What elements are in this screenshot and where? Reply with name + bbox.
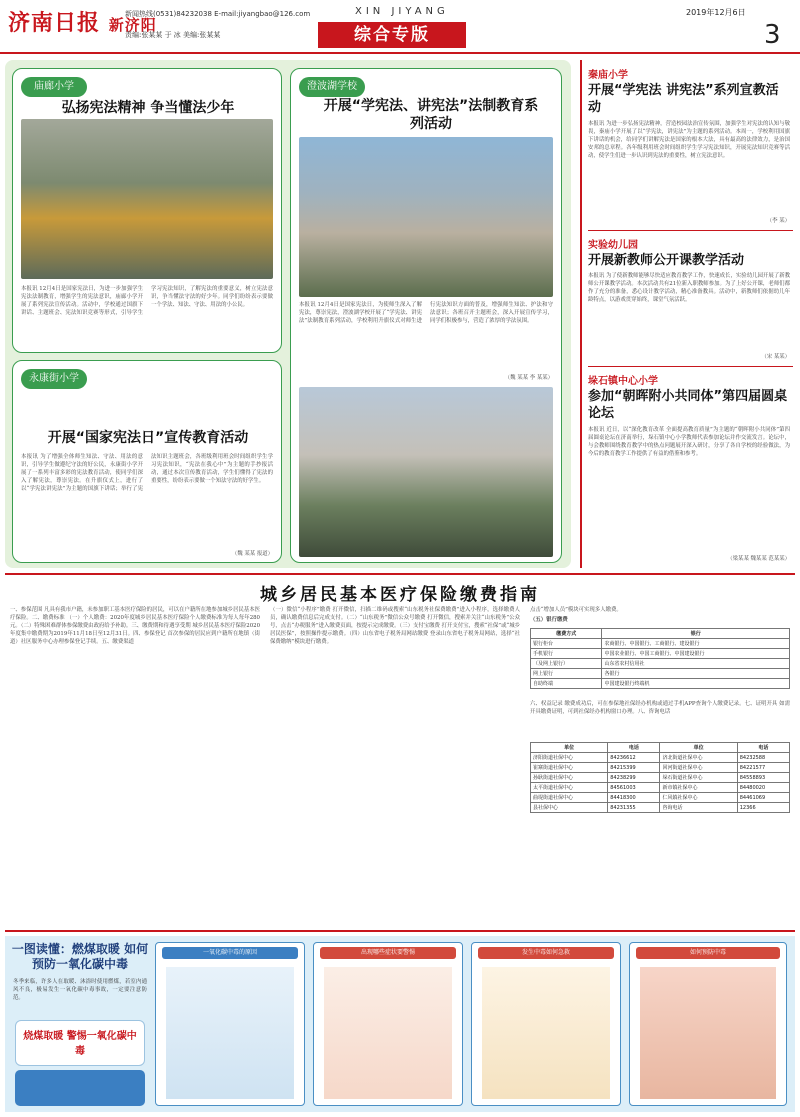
table-cell: 银行 xyxy=(602,629,790,639)
article-headline: 开展“国家宪法日”宣传教育活动 xyxy=(47,430,249,446)
article-body: 本报讯 为进一步弘扬宪法精神，营造校园法治宣传氛围，加强学生对宪法的认知与敬畏，秦庙小学开展了以“学宪法，讲宪法”为主题的系列活动。本周一，学校利用国旗下讲话的机会，给同学们讲解宪法是国家的根本大法，具有最高的法律效力，是治国安邦的总章程。各年级利用班会时间组织学生学习宪法知识，开展宪法知识竞赛等活动，使学生们进一步认识到宪法的重要性，树立宪法意识。 xyxy=(588,121,790,159)
table-cell: 电话 xyxy=(608,743,660,753)
article-headline: 开展“学宪法 讲宪法”系列宣教活动 xyxy=(588,83,779,115)
article-shiyan-kindergarten xyxy=(588,236,793,362)
table-cell: 84221577 xyxy=(737,763,789,773)
page-number: 3 xyxy=(764,20,781,50)
article-headline: 开展“学宪法、讲宪法”法制教育系列活动 xyxy=(323,98,539,132)
table-cell: 84561003 xyxy=(608,783,660,793)
divider xyxy=(588,230,793,231)
school-tag: 秦庙小学 xyxy=(588,70,628,81)
table-row xyxy=(531,783,790,793)
article-chengbohu xyxy=(290,68,562,563)
bank-table xyxy=(530,628,790,689)
panel-illustration xyxy=(166,967,294,1099)
editors: 责编:张某某 于 冰 美编:张某某 xyxy=(125,31,221,39)
table-cell: 12366 xyxy=(737,803,789,813)
article-duoshi xyxy=(588,372,793,566)
table-row xyxy=(531,679,790,689)
stage-photo xyxy=(299,387,553,557)
table-cell: 84461069 xyxy=(737,793,789,803)
logo-text: 济南日报 xyxy=(8,10,101,36)
table-cell: 84232588 xyxy=(737,753,789,763)
guide-section-6: 六、权益记录 缴费成功后，可在参保地社保经办机构或通过手机APP查询个人缴费记录。七、证明开具 如需开具缴费证明，可到社保经办机构窗口办理。八、咨询电话 xyxy=(530,701,790,715)
table-cell: 单位 xyxy=(531,743,608,753)
table-cell: 网上银行 xyxy=(531,669,602,679)
table-cell: 山东省农村信用社 xyxy=(602,659,790,669)
infographic-intro: 冬季来临，许多人在取暖、沐浴时使用燃煤，若室内通风不良，极易发生一氧化碳中毒事故，一定要注意防范。 xyxy=(13,979,147,1001)
table-cell: 曲堤街道社保中心 xyxy=(531,793,608,803)
table-cell: 单位 xyxy=(660,743,737,753)
divider xyxy=(588,366,793,367)
article-qinmiao xyxy=(588,64,793,226)
infographic xyxy=(5,936,795,1112)
article-body: 本报讯 近日，以“深化教育改革 全面提高教育质量”为主题的“朝晖附小共同体”第四届圆桌论坛在济南举行，垛石镇中心小学教师代表参加论坛并作交流发言。论坛中，与会教师围绕教育教学中的热点问题展开深入研讨，分享了各自学校的经验做法，为今后的教育教学工作提供了有益的借鉴和参考。 xyxy=(588,427,790,457)
masthead xyxy=(0,0,800,58)
guide-column-2: （一）微信“小程序”缴费 打开微信，扫描二维码或搜索“山东税务社保费缴费”进入小程序，选择缴费人员，确认缴费信息后完成支付。（二）“山东税务”微信公众号缴费 打开微信，搜索并关注“山东税务”公众号，点击“办税服务”进入缴费页面，按提示完成缴费。（三）支付宝缴费 打开支付宝，搜索“社保”或“城乡居民医保”，按照操作提示缴费。（四）山东省电子税务局网站缴费 登录山东省电子税务局网站，选择“社保费缴纳”模块进行缴费。 xyxy=(270,607,520,645)
statue-photo xyxy=(299,137,553,297)
school-tag: 永康街小学 xyxy=(21,369,87,389)
table-cell: 中国建设银行终端机 xyxy=(602,679,790,689)
table-cell: 84558893 xyxy=(737,773,789,783)
panel-title: 如何预防中毒 xyxy=(636,947,780,959)
date: 2019年12月6日 xyxy=(686,8,746,17)
table-cell: 咨询电话 xyxy=(660,803,737,813)
article-body: 本报讯 12月4日是国家宪法日，为使师生深入了解宪法，尊崇宪法，澄波湖学校开展了“学宪法、讲宪法”法制教育系列活动，学校利用升旗仪式对师生进行宪法知识方面的普及，增强师生知法、护法和守法意识；各班召开主题班会，深入开展宣传学习，同学们积极参与，营造了浓厚的学法氛围。 xyxy=(299,302,553,324)
byline: （魏 某某 报道） xyxy=(231,551,273,557)
article-headline: 开展新教师公开课教学活动 xyxy=(588,253,745,268)
table-cell: 各银行 xyxy=(602,669,790,679)
table-cell: 济阳街道社保中心 xyxy=(531,753,608,763)
bank-title: （五）银行缴费 xyxy=(530,617,568,623)
table-cell: 银行柜台 xyxy=(531,639,602,649)
table-cell: 电话 xyxy=(737,743,789,753)
table-cell: 回河街道社保中心 xyxy=(660,763,737,773)
panel-title: 发生中毒如何急救 xyxy=(478,947,614,959)
table-cell: 84231355 xyxy=(608,803,660,813)
table-cell: 仁风镇社保中心 xyxy=(660,793,737,803)
table-cell: 84418300 xyxy=(608,793,660,803)
table-row xyxy=(531,659,790,669)
panel-illustration xyxy=(640,967,776,1099)
logo-sub: 新济阳 xyxy=(108,16,157,34)
guide-rule xyxy=(5,573,795,575)
table-cell: 县社保中心 xyxy=(531,803,608,813)
guide-column-3-intro: 点击“增加人员”模块可实现多人缴费。 xyxy=(530,607,622,613)
info-rule xyxy=(5,930,795,932)
pinyin: XIN JIYANG xyxy=(355,6,449,17)
school-tag: 澄波湖学校 xyxy=(299,77,365,97)
hotline: 新闻热线(0531)84232038 E-mail:jiyangbao@126.com xyxy=(125,10,311,18)
table-cell: 垛石街道社保中心 xyxy=(660,773,737,783)
panel-prevention xyxy=(629,942,787,1106)
table-row xyxy=(531,669,790,679)
byline: （宋 某某） xyxy=(761,354,790,360)
table-cell: 84480020 xyxy=(737,783,789,793)
article-body: 本报讯 为了使新教师能够尽快适应教育教学工作，快速成长，实验幼儿园开展了新教师公开课教学活动。本次活动共有21位新入职教师参加。为了上好公开课，老师们都作了充分的准备，悉心设计教学活动，精心准备教具。活动中，新教师们依据幼儿年龄特点，以游戏贯穿始终，课堂气氛活跃。 xyxy=(588,273,790,303)
phone-table xyxy=(530,742,790,813)
table-cell: 新市镇社保中心 xyxy=(660,783,737,793)
table-cell: 自助终端 xyxy=(531,679,602,689)
article-body: 本报讯 为了增强全体师生知法、守法、用法的意识，引导学生做遵纪守法的好公民，永康街小学开展了一系列丰富多彩的宪法教育活动，使同学们深入了解宪法，尊崇宪法。在升旗仪式上，进行了以“学宪法讲宪法”为主题的国旗下讲话；举行了宪法知识主题班会，各班级利用班会时间组织学生学习宪法知识，“宪法在我心中”为主题的手抄报活动，通过本次宣传教育活动，学生们懂得了宪法的重要性，纷纷表示要做一个知法守法的好学生。 xyxy=(21,454,273,492)
table-cell: 中国农业银行、中国工商银行、中国建设银行 xyxy=(602,649,790,659)
table-row xyxy=(531,763,790,773)
school-tag: 垛石镇中心小学 xyxy=(588,376,658,387)
table-row xyxy=(531,793,790,803)
table-row xyxy=(531,753,790,763)
masthead-rule xyxy=(0,52,800,54)
panel-title: 一氧化碳中毒的原因 xyxy=(162,947,298,959)
panel-symptoms xyxy=(313,942,463,1106)
mascot-sign xyxy=(15,1020,145,1066)
right-column-rule xyxy=(580,60,582,568)
article-yongkangjie xyxy=(12,360,282,563)
table-cell: （及网上银行） xyxy=(531,659,602,669)
mascot-text: 烧煤取暖 警惕一氧化碳中毒 xyxy=(23,1031,137,1057)
table-cell: 84238299 xyxy=(608,773,660,783)
school-tag: 实验幼儿园 xyxy=(588,240,638,251)
table-row xyxy=(531,639,790,649)
article-headline: 弘扬宪法精神 争当懂法少年 xyxy=(61,100,235,116)
table-cell: 缴费方式 xyxy=(531,629,602,639)
panel-cause xyxy=(155,942,305,1106)
table-cell: 济北街道社保中心 xyxy=(660,753,737,763)
panel-illustration xyxy=(482,967,610,1099)
article-photo xyxy=(21,119,273,279)
table-cell: 太平街道社保中心 xyxy=(531,783,608,793)
guide-column-1: 一、参保范围 凡具有我市户籍，未参加职工基本医疗保险的居民，可以在户籍所在地参加城乡居民基本医疗保险。二、缴费标准 （一）个人缴费：2020年度城乡居民基本医疗保险个人缴费标准为每人每年280元。（二）特殊困难群体参保缴费由政府给予补助。三、缴费期和待遇享受期 城乡居民基本医疗保险2020年度集中缴费期为2019年11月18日至12月31日。四、参保登记 首次参保的居民应到户籍所在地镇（街道）社区服务中心办理参保登记手续。五、缴费渠道 xyxy=(10,607,260,645)
table-cell: 崔寨街道社保中心 xyxy=(531,763,608,773)
byline: （魏 某某 李 某某） xyxy=(504,375,553,381)
guide-title: 城乡居民基本医疗保险缴费指南 xyxy=(260,585,540,605)
table-cell: 手机银行 xyxy=(531,649,602,659)
infographic-title: 一图读懂：燃煤取暖 如何预防一氧化碳中毒 xyxy=(11,942,149,971)
article-headline: 参加“朝晖附小共同体”第四届圆桌论坛 xyxy=(588,389,788,421)
table-cell: 84236612 xyxy=(608,753,660,763)
table-cell: 农商银行、中国银行、工商银行、建设银行 xyxy=(602,639,790,649)
panel-title: 出现哪些症状要警惕 xyxy=(320,947,456,959)
byline: （梁某某 魏某某 范某某） xyxy=(727,556,790,562)
table-row xyxy=(531,649,790,659)
byline: （李 某） xyxy=(766,218,790,224)
school-tag: 庙廊小学 xyxy=(21,77,87,97)
table-cell: 84215399 xyxy=(608,763,660,773)
table-row xyxy=(531,803,790,813)
article-body: 本报讯 12月4日是国家宪法日，为进一步加强学生宪法法制教育，增强学生的宪法意识，庙廊小学开展了系列宪法宣传活动。活动中，学校通过国旗下讲话、主题班会、宪法知识竞赛等形式，引导学生学习宪法知识，了解宪法的重要意义，树立宪法意识，争当懂法守法的好少年。同学们纷纷表示要做一个学法、知法、守法、用法的小公民。 xyxy=(21,286,273,316)
panel-illustration xyxy=(324,967,452,1099)
tip-block xyxy=(15,1070,145,1106)
section-banner: 综合专版 xyxy=(318,22,466,48)
table-row xyxy=(531,629,790,639)
article-miaolang xyxy=(12,68,282,353)
table-row xyxy=(531,773,790,783)
panel-first-aid xyxy=(471,942,621,1106)
table-row xyxy=(531,743,790,753)
table-cell: 孙耿街道社保中心 xyxy=(531,773,608,783)
